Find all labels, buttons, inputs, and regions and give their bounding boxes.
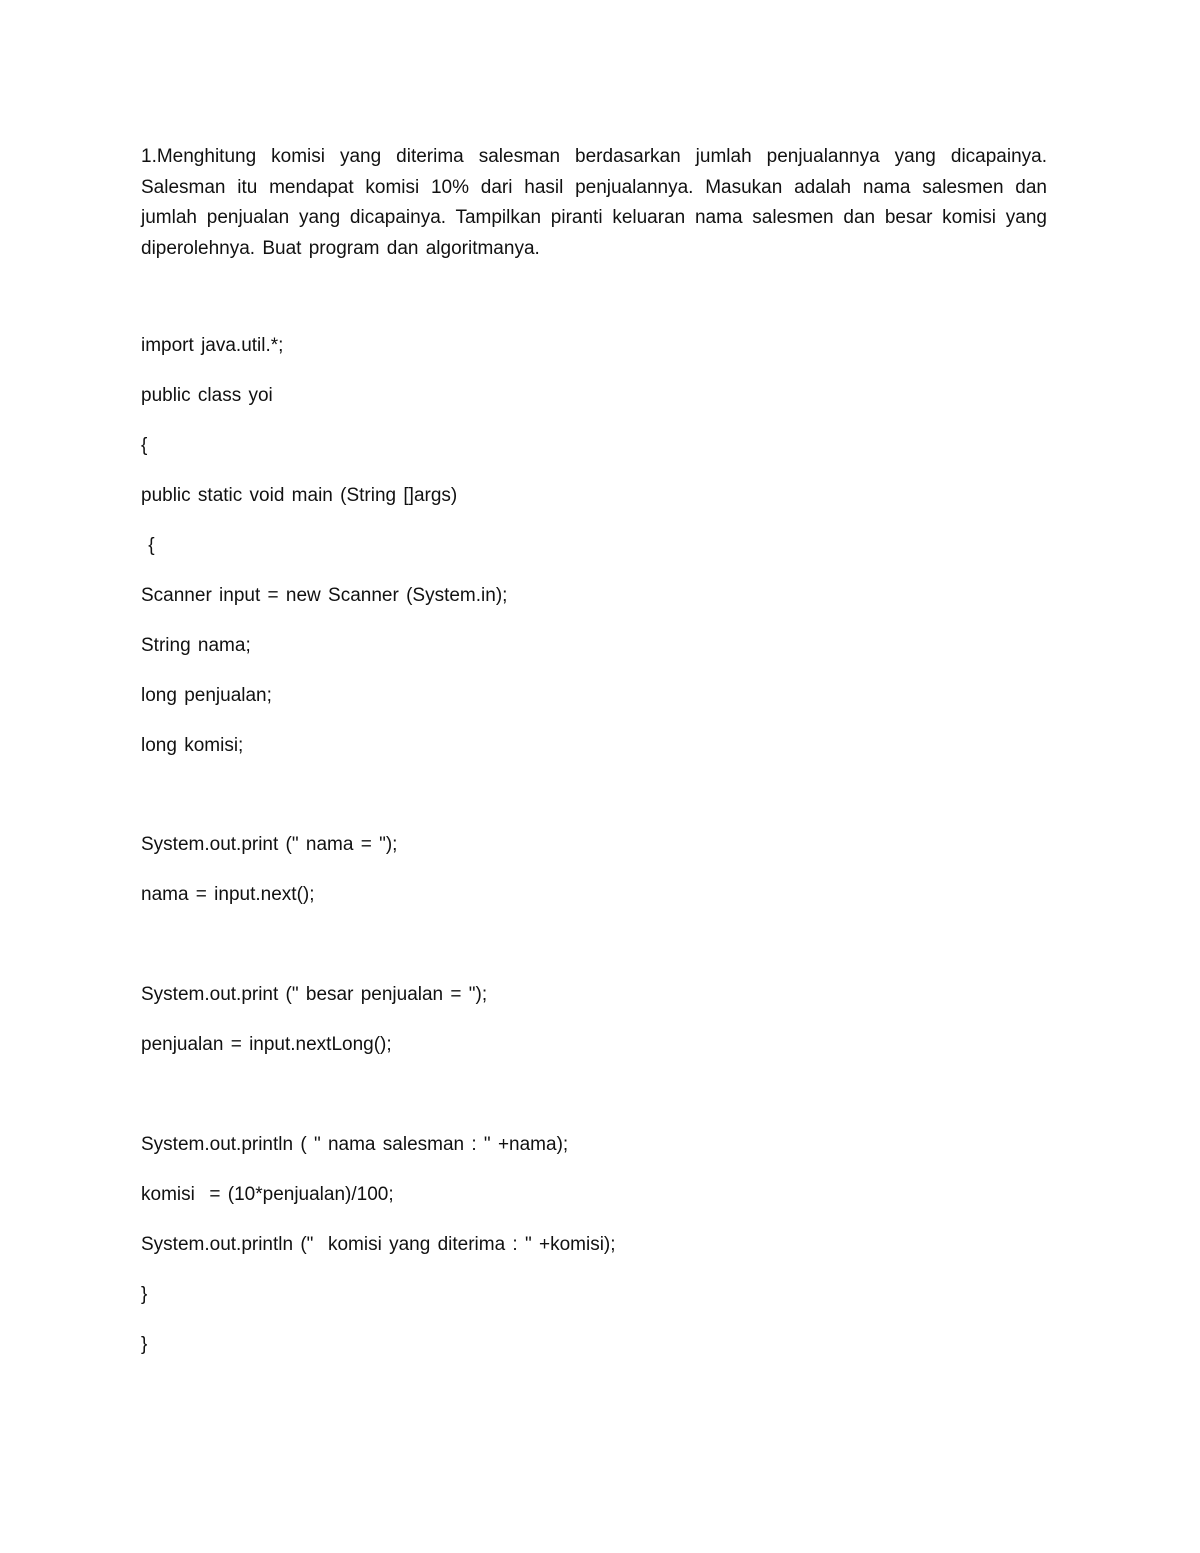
code-line: import java.util.*;: [141, 335, 284, 356]
code-line: }: [141, 1284, 148, 1305]
code-line: {: [141, 435, 148, 456]
code-line: komisi = (10*penjualan)/100;: [141, 1184, 394, 1205]
code-line: }: [141, 1334, 148, 1355]
code-line: System.out.println ( " nama salesman : " +nama);: [141, 1134, 569, 1155]
code-line: public static void main (String []args): [141, 485, 458, 506]
code-line: long komisi;: [141, 735, 244, 756]
code-line: {: [141, 535, 155, 556]
code-line: public class yoi: [141, 385, 273, 406]
code-line: Scanner input = new Scanner (System.in);: [141, 585, 508, 606]
code-line: nama = input.next();: [141, 884, 315, 905]
code-line: System.out.print (" nama = ");: [141, 834, 398, 855]
code-line: penjualan = input.nextLong();: [141, 1034, 392, 1055]
question-paragraph: 1.Menghitung komisi yang diterima salesman berdasarkan jumlah penjualannya yang dicapainya. Salesman itu mendapat komisi 10% dari hasil penjualannya. Masukan adalah nama salesmen dan jumlah penjualan yang dicapainya. Tampilkan piranti keluaran nama salesmen dan besar komisi yang diperolehnya. Buat program dan algoritmanya.: [141, 146, 1047, 259]
code-line: System.out.println (" komisi yang diterima : " +komisi);: [141, 1234, 616, 1255]
code-line: long penjualan;: [141, 685, 272, 706]
code-line: System.out.print (" besar penjualan = ");: [141, 984, 488, 1005]
code-line: String nama;: [141, 635, 251, 656]
